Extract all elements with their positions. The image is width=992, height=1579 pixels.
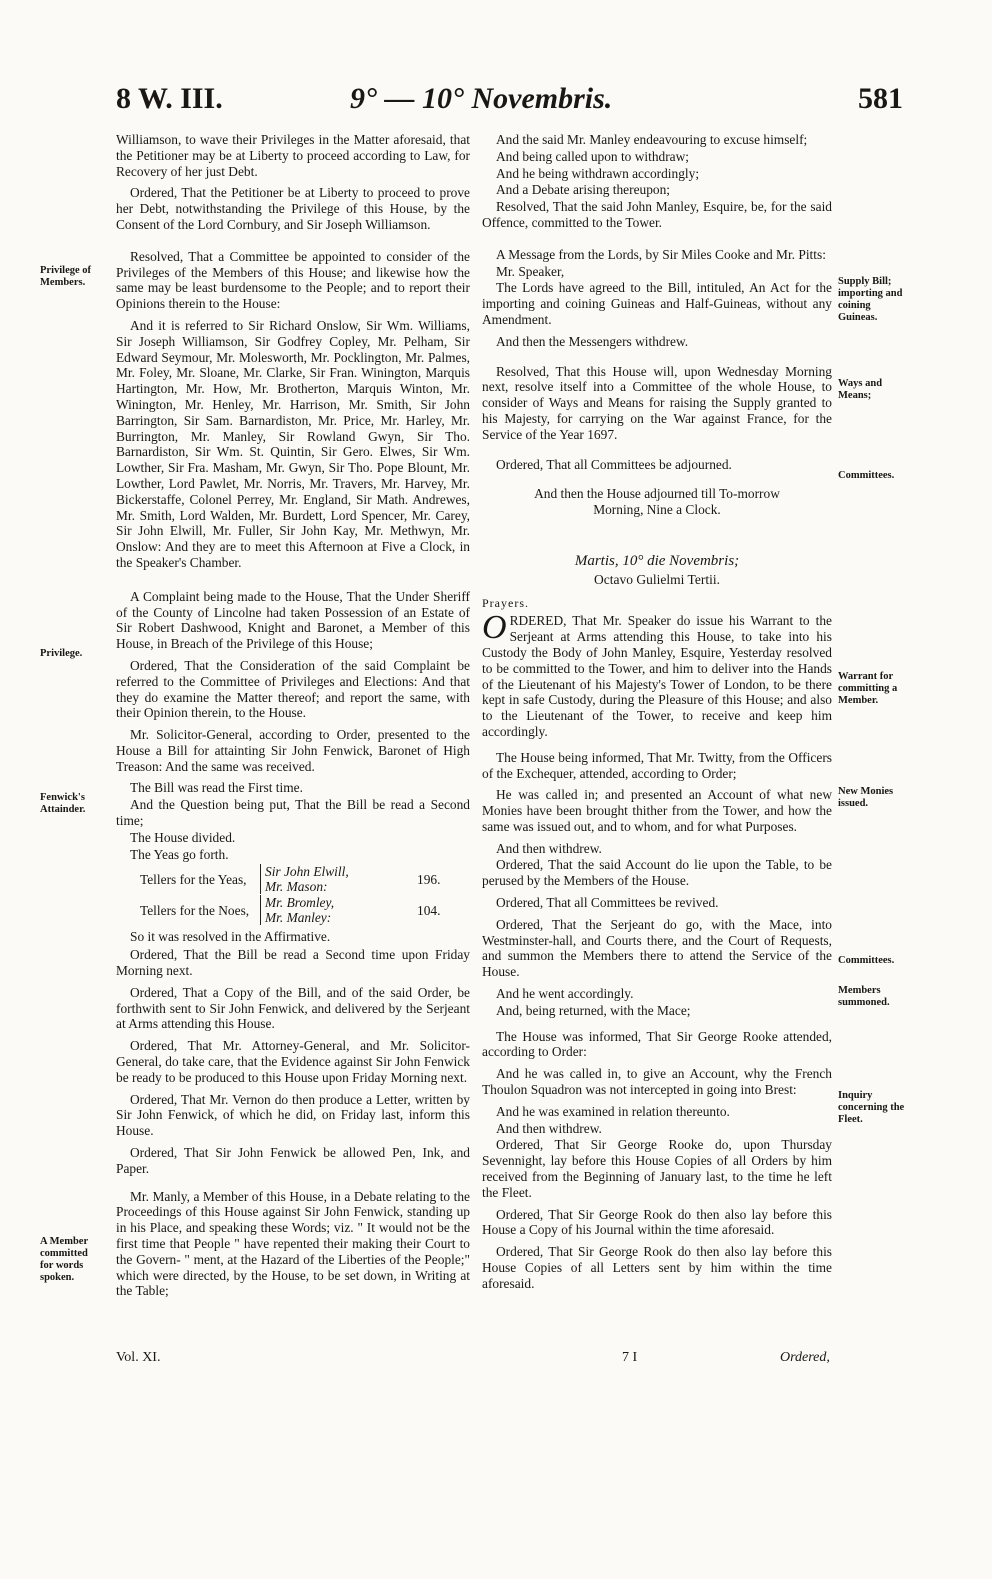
paragraph: Mr. Solicitor-General, according to Order, presented to the House a Bill for attainting Sir John Fenwick, Baronet of High Treason: And the same was received. — [116, 727, 470, 774]
teller-name: Mr. Manley: — [265, 910, 332, 926]
signature-mark: 7 I — [622, 1350, 638, 1365]
yeas-count: 196. — [417, 871, 441, 887]
page-number: 581 — [858, 82, 903, 115]
margin-note-warrant: Warrant for committing a Member. — [838, 671, 898, 706]
margin-note-supply-bill: Supply Bill; importing and coining Guineas. — [838, 276, 903, 323]
margin-note-committees-1: Committees. — [838, 470, 895, 481]
paragraph: And he was called in, to give an Account, why the French Thoulon Squadron was not intercepted in going into Brest: — [482, 1066, 832, 1098]
paragraph: And it is referred to Sir Richard Onslow, Sir Wm. Williams, Sir Joseph Williamson, Sir Godfrey Copley, Mr. Pelham, Sir Edward Seymour, Mr. Molesworth, Mr. Pocklington, Mr. Palmes, Mr. Foley, Mr. Sloane, Mr. Clarke, Sir Fran. Winington, Marquis Hartington, Mr. How, Mr. Brotherton, Marquis Winton, Mr. Winington, Mr. Henley, Mr. Harrison, Mr. Smith, Sir John Barrington, Sir Sam. Barnardiston, Mr. Price, Mr. Harley, Mr. Burrington, Mr. Manley, Sir Rowland Gwyn, Sir Tho. Barnardiston, Sir Wm. St. Quintin, Sir Gero. Elwes, Sir Wm. Lowther, Sir Fra. Masham, Mr. Gwyn, Sir Tho. Pope Blount, Mr. Lowther, Lord Pawlet, Mr. Norris, Mr. Travers, Mr. Harvey, Mr. Bickerstaffe, Colonel Perrey, Mr. England, Sir Math. Andrewes, Mr. Smith, Lord Walden, Mr. Burdett, Lord Spencer, Mr. Carey, Sir John Elwill, Mr. Fuller, Sir John Kay, Mr. Methwyn, Mr. Onslow: And they are to meet this Afternoon at Five a Clock, in the Speaker's Chamber. — [116, 317, 470, 570]
margin-note-members-summoned: Members summoned. — [838, 985, 890, 1008]
paragraph: Resolved, That the said John Manley, Esquire, be, for the said Offence, committed to the Tower. — [482, 199, 832, 230]
paragraph: And he was examined in relation thereunto. — [496, 1103, 730, 1119]
paragraph: Ordered, That the Petitioner be at Liberty to proceed to prove her Debt, notwithstanding the Privilege of this House, by the Consent of the Lord Cornbury, and Sir Joseph Williamson. — [116, 185, 470, 232]
paragraph: Williamson, to wave their Privileges in the Matter aforesaid, that the Petitioner may be at Liberty to proceed according to Law, for Recovery of her just Debt. — [116, 132, 470, 179]
paragraph: Ordered, That the Serjeant do go, with the Mace, into Westminster-hall, and Courts there, and the Court of Requests, and summon the Members there to attend the Service of the House. — [482, 916, 832, 980]
paragraph: He was called in; and presented an Account of what new Monies have been brought thither from the Tower, and how the same was issued out, and to whom, and for what Purposes. — [482, 787, 832, 834]
prayers: Prayers. — [482, 595, 529, 610]
paragraph: The Bill was read the First time. — [130, 780, 303, 796]
paragraph: Ordered, That Sir George Rook do then also lay before this House Copies of all Letters sent by him within the time aforesaid. — [482, 1244, 832, 1291]
paragraph: A Message from the Lords, by Sir Miles Cooke and Mr. Pitts: — [496, 246, 826, 262]
paragraph: And the said Mr. Manley endeavouring to excuse himself; — [496, 132, 808, 147]
paragraph: Mr. Manly, a Member of this House, in a Debate relating to the Proceedings of this House against Sir John Fenwick, standing up in his Place, and speaking these Words; viz. " It would not be the first time that People " have repented their making their Court to the Govern- " ment, at the Hazard of the Liberties of the People;" which were directed, by the House, to be set down, in Writing at the Table; — [116, 1188, 470, 1299]
paragraph: A Complaint being made to the House, That the Under Sheriff of the County of Lincolne had taken Possession of an Estate of Sir Robert Dashwood, Knight and Baronet, a Member of this House, in Breach of the Privilege of this House; — [116, 588, 470, 652]
paragraph: The House being informed, That Mr. Twitty, from the Officers of the Exchequer, attended, according to Order; — [482, 749, 832, 781]
paragraph: Ordered, That the Bill be read a Second time upon Friday Morning next. — [116, 947, 470, 979]
paragraph: The House divided. — [130, 829, 236, 845]
paragraph: The House was informed, That Sir George Rooke attended, according to Order: — [482, 1028, 832, 1060]
margin-note-inquiry: Inquiry concerning the Fleet. — [838, 1090, 905, 1125]
paragraph: So it was resolved in the Affirmative. — [130, 929, 331, 945]
paragraph: And a Debate arising thereupon; — [496, 182, 671, 198]
paragraph: And then the Messengers withdrew. — [496, 333, 689, 349]
paragraph: Ordered, That Mr. Attorney-General, and Mr. Solicitor-General, do take care, that the Evidence against Sir John Fenwick be ready to be produced to this House upon Friday Morning next. — [116, 1038, 470, 1085]
margin-note-privilege-of-members: Privilege of Members. — [40, 265, 92, 288]
tellers-yeas-label: Tellers for the Yeas, — [140, 871, 247, 887]
paragraph: Resolved, That this House will, upon Wednesday Morning next, resolve itself into a Committee of the whole House, to consider of Ways and Means for raising the Supply granted to his Majesty, for carrying on the War against France, for the Service of the Year 1697. — [482, 363, 832, 442]
day-subheading: Octavo Gulielmi Tertii. — [594, 571, 720, 587]
paragraph: And then withdrew. — [496, 1120, 602, 1136]
catchword: Ordered, — [780, 1350, 830, 1365]
paragraph: The Lords have agreed to the Bill, intituled, An Act for the importing and coining Guineas and Half-Guineas, without any Amendment. — [482, 280, 832, 327]
paragraph: Ordered, That all Committees be revived. — [496, 895, 719, 911]
paragraph: And the Question being put, That the Bill be read a Second time; — [116, 797, 470, 829]
drop-cap: O — [482, 609, 507, 647]
day-heading: Martis, 10° die Novembris; — [574, 552, 740, 569]
paragraph: Ordered, That all Committees be adjourned. — [496, 456, 732, 472]
tellers-noes-label: Tellers for the Noes, — [140, 902, 250, 918]
noes-count: 104. — [417, 902, 441, 918]
paragraph: And he went accordingly. — [496, 986, 634, 1002]
left-column — [116, 132, 470, 1305]
header-center: 9° — 10° Novembris. — [350, 82, 613, 115]
teller-name: Mr. Mason: — [265, 879, 328, 895]
margin-note-new-monies: New Monies issued. — [838, 786, 894, 809]
paragraph: Ordered, That a Copy of the Bill, and of the said Order, be forthwith sent to Sir John Fenwick, and delivered by the Serjeant at Arms attending this House. — [116, 984, 470, 1032]
header-left: 8 W. III. — [116, 82, 223, 115]
paragraph: Ordered, That the Consideration of the said Complaint be referred to the Committee of Privileges and Elections: And that they do examine the Matter thereof; and report the same, with their Opinion therein, to the House. — [116, 657, 470, 721]
paragraph: And being called upon to withdraw; — [496, 148, 690, 164]
right-column — [482, 132, 832, 1298]
margin-note-fenwick: Fenwick's Attainder. — [40, 792, 86, 815]
paragraph: Ordered, That the said Account do lie upon the Table, to be perused by the Members of the House. — [482, 857, 832, 889]
paragraph: And then withdrew. — [496, 840, 602, 856]
paragraph: Resolved, That a Committee be appointed to consider of the Privileges of the Members of this House; and likewise how the same may be least burdensome to the People; and to report their Opinions therein to the House: — [116, 248, 470, 312]
paragraph: Mr. Speaker, — [496, 263, 565, 279]
paragraph: Ordered, That Sir John Fenwick be allowed Pen, Ink, and Paper. — [116, 1145, 470, 1176]
paragraph: And he being withdrawn accordingly; — [496, 165, 700, 181]
paragraph: ORDERED, That Mr. Speaker do issue his Warrant to the Serjeant at Arms attending this House, to take into his Custody the Body of John Manley, Esquire, Yesterday resolved to be committed to the Tower, and him to deliver into the Hands of the Lieutenant of his Majesty's Tower of London, to be there kept in safe Custody, during the Pleasure of this House; and also to the Lieutenant of the Tower, to receive and keep him accordingly. — [482, 609, 832, 739]
volume-label: Vol. XI. — [116, 1350, 161, 1365]
paragraph: The Yeas go forth. — [130, 846, 229, 862]
teller-name: Mr. Bromley, — [265, 895, 335, 911]
margin-note-ways-means: Ways and Means; — [838, 378, 883, 401]
tellers-block — [140, 864, 470, 925]
paragraph: Ordered, That Sir George Rook do then also lay before this House a Copy of his Journal within the time aforesaid. — [482, 1206, 832, 1238]
margin-note-privilege: Privilege. — [40, 648, 83, 659]
paragraph: Ordered, That Sir George Rooke do, upon Thursday Sevennight, lay before this House Copies of all Orders by him received from the Beginning of January last, to the time he left the Fleet. — [482, 1137, 832, 1200]
margin-note-committees-2: Committees. — [838, 955, 895, 966]
margin-note-member-committed: A Member committed for words spoken. — [40, 1236, 88, 1283]
paragraph: And, being returned, with the Mace; — [496, 1002, 691, 1018]
teller-name: Sir John Elwill, — [265, 864, 349, 880]
adjournment: And then the House adjourned till To-morrow Morning, Nine a Clock. — [534, 486, 780, 518]
paragraph: Ordered, That Mr. Vernon do then produce a Letter, written by Sir John Fenwick, of which he did, on Friday last, inform this House. — [116, 1091, 470, 1139]
